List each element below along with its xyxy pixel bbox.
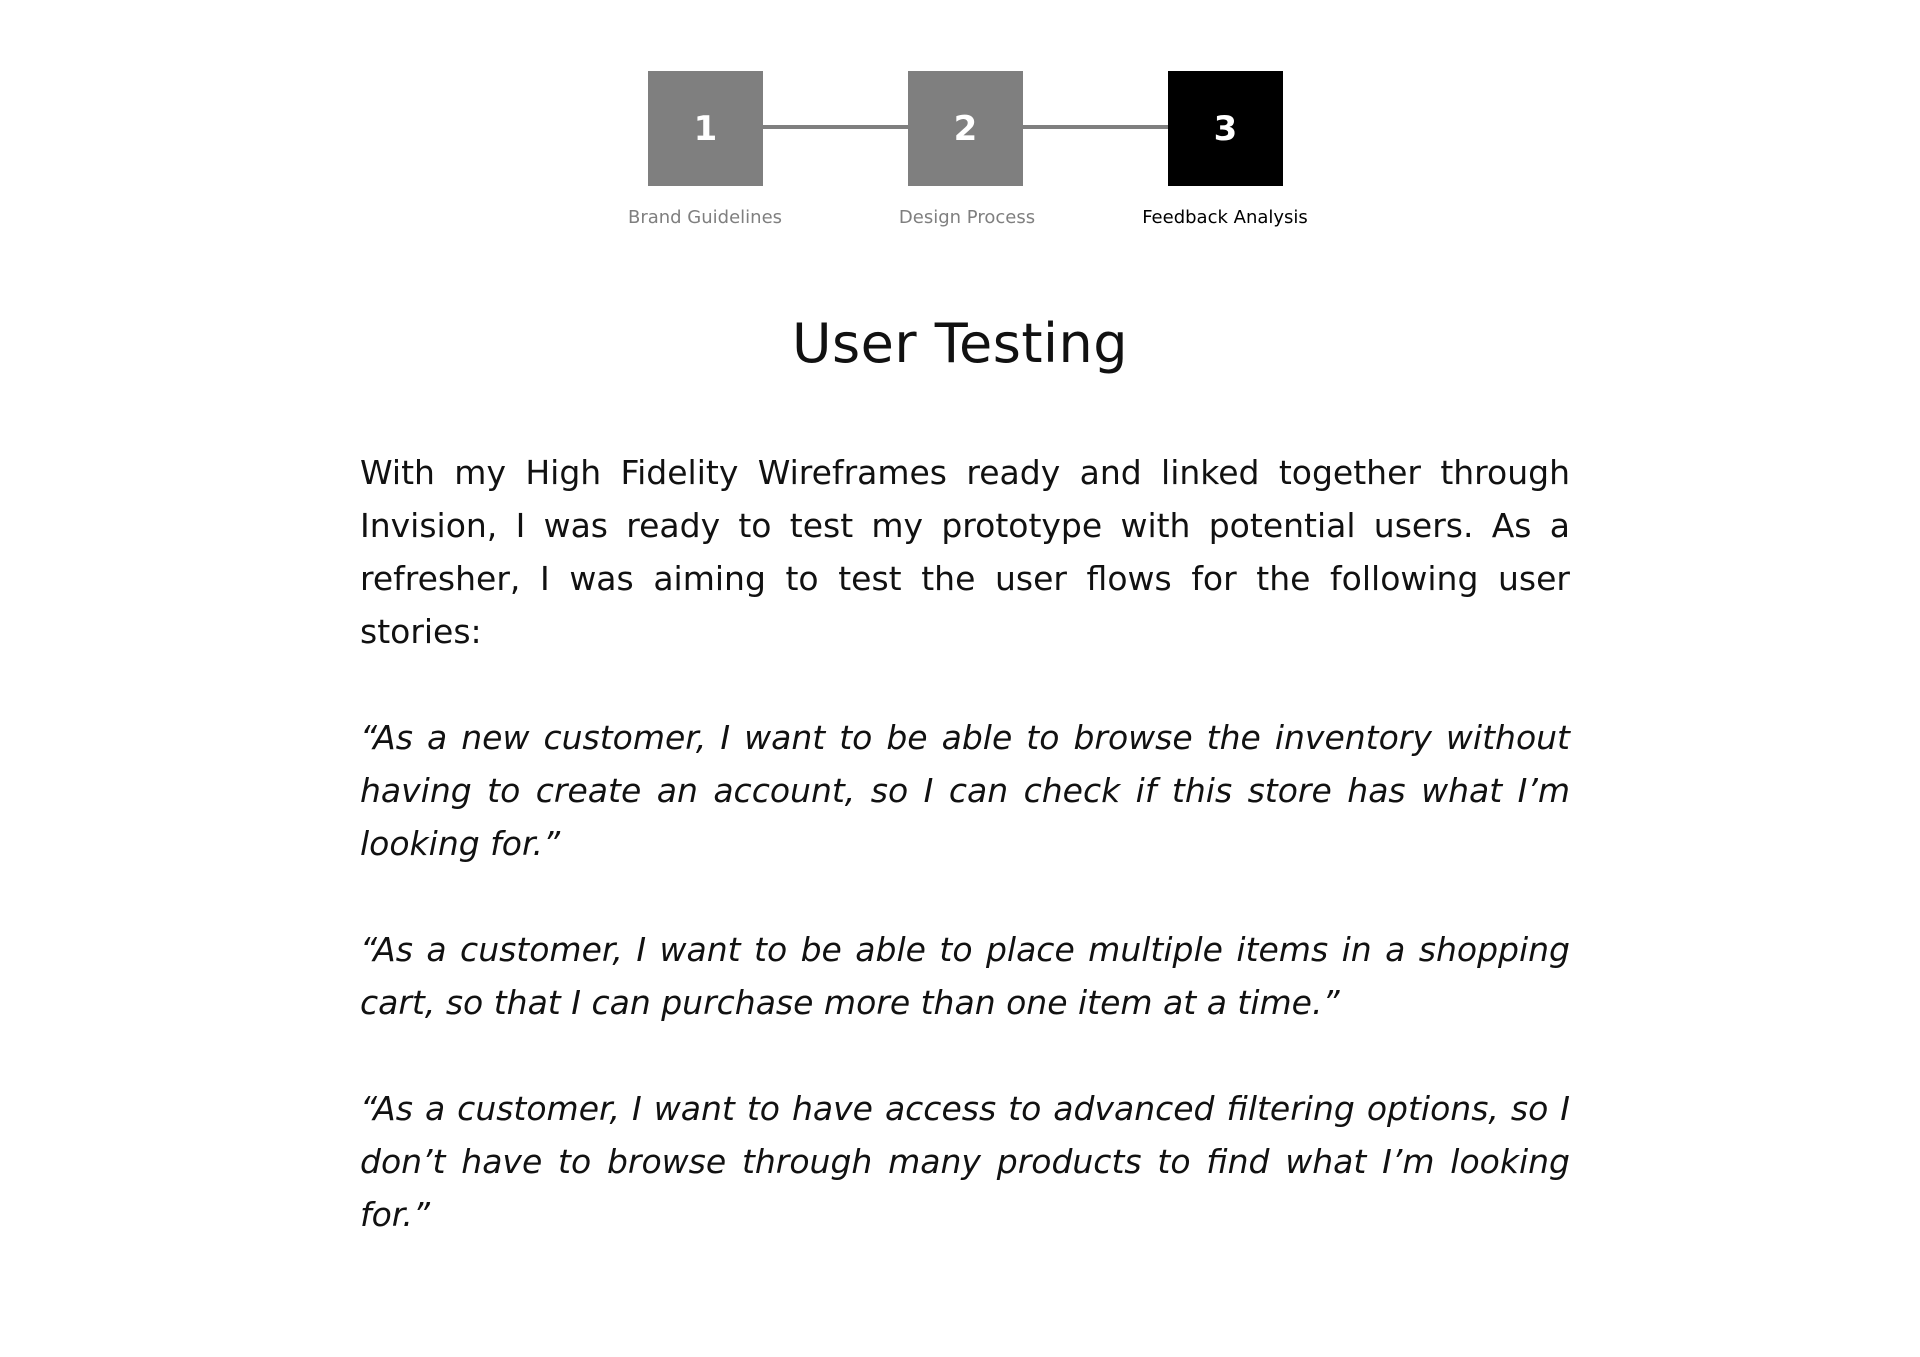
step-connector [1023, 125, 1169, 129]
user-story-quote: “As a customer, I want to have access to advanced filtering options, so I don’t have to browse through many products to find what I’m looking for.” [360, 1089, 1570, 1234]
step-1-brand-guidelines[interactable] [648, 71, 763, 186]
user-story-quote: “As a customer, I want to be able to place multiple items in a shopping cart, so that I can purchase more than one item at a time.” [360, 930, 1570, 1022]
step-label-feedback-analysis[interactable]: Feedback Analysis [1142, 207, 1308, 228]
step-number: 2 [953, 108, 978, 149]
user-story-quote: “As a new customer, I want to be able to browse the inventory without having to create an account, so I can check if this store has what I’m looking for.” [360, 718, 1570, 863]
step-label-brand-guidelines[interactable]: Brand Guidelines [627, 207, 783, 228]
article-body [360, 446, 1570, 1241]
progress-stepper [0, 0, 1920, 240]
step-3-feedback-analysis[interactable] [1168, 71, 1283, 186]
step-label-design-process[interactable]: Design Process [898, 207, 1036, 228]
step-number: 1 [693, 108, 718, 149]
step-2-design-process[interactable] [908, 71, 1023, 186]
intro-paragraph: With my High Fidelity Wireframes ready and linked together through Invision, I was ready to test my prototype with potential users. As a refresher, I was aiming to test the user flows for the following user stories: [360, 453, 1570, 651]
step-connector [763, 125, 909, 129]
page-title: User Testing [791, 312, 1129, 375]
step-number: 3 [1213, 108, 1238, 149]
